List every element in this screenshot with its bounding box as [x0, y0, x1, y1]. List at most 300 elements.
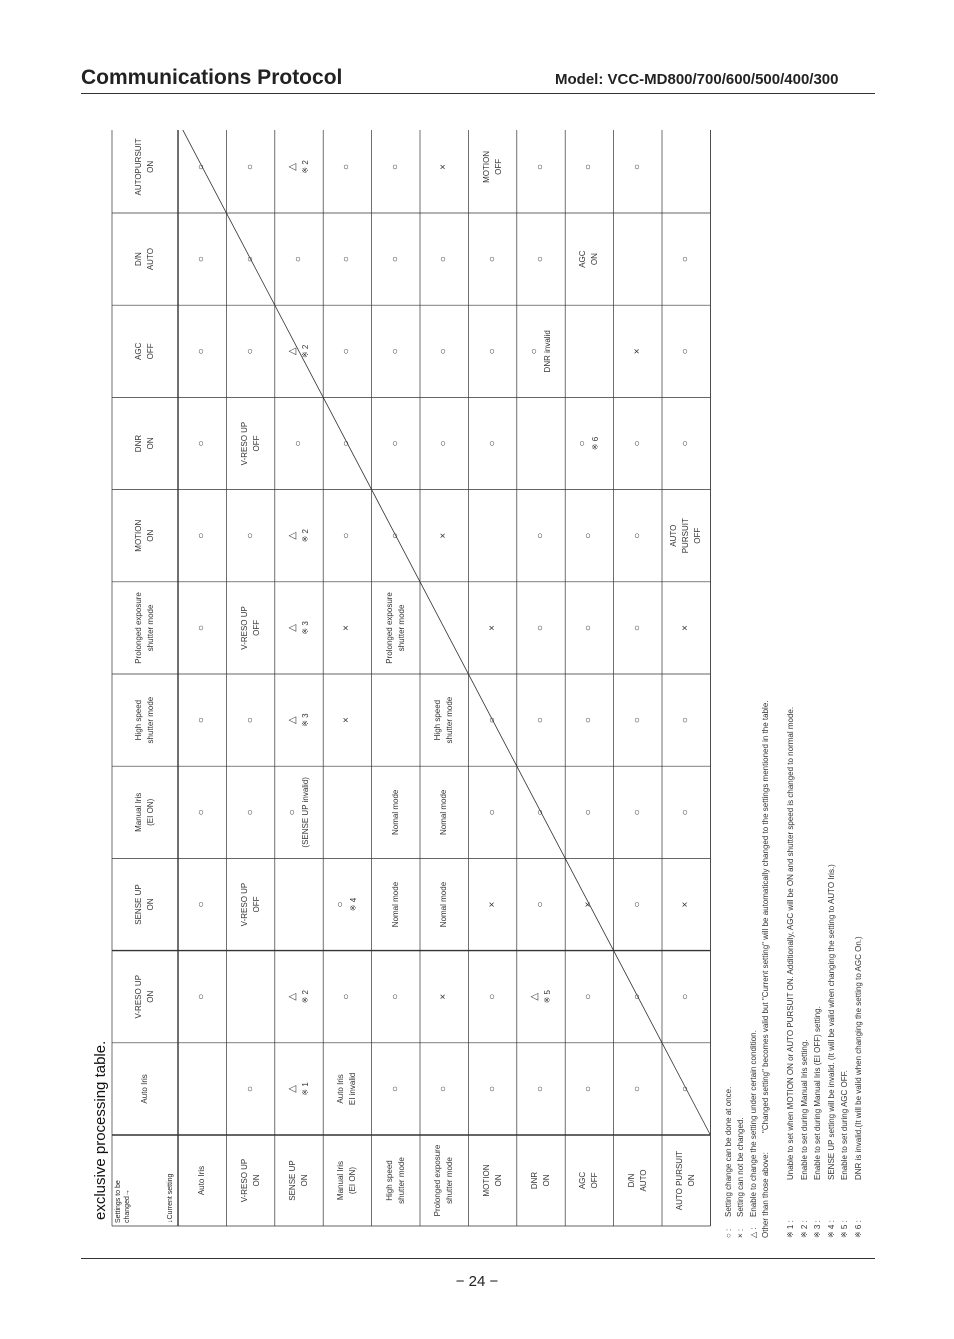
legend-symbol: △ : [748, 1227, 758, 1238]
cell-symbol: ○ [680, 440, 692, 447]
cell-symbol: ○ [577, 440, 589, 447]
table-cell [468, 674, 516, 766]
cell-text: SENSE UP [287, 1160, 297, 1201]
table-cell [226, 213, 274, 305]
cell-symbol: △ [286, 163, 298, 171]
cell-symbol: ○ [583, 163, 595, 170]
table-cell [275, 674, 323, 766]
table-cell [517, 858, 565, 950]
cell-symbol: ○ [341, 532, 353, 539]
cell-text: ON [146, 437, 155, 450]
row-header [517, 1135, 565, 1226]
cell-symbol: ○ [631, 163, 643, 170]
note-text: Enable to set during Manual Iris setting. [799, 1039, 809, 1180]
table-cell [565, 858, 613, 950]
table-cell [614, 582, 662, 674]
table-cell [323, 305, 371, 397]
cell-symbol: ○ [341, 256, 353, 263]
cell-text: Manual Iris [336, 1160, 346, 1201]
cell-symbol: ○ [534, 256, 546, 263]
cell-text: DNR [134, 434, 143, 453]
table-cell [614, 397, 662, 489]
column-header [112, 766, 178, 858]
column-header [112, 858, 178, 950]
column-header [112, 121, 178, 213]
cell-text: ON [687, 1174, 697, 1187]
table-cell [662, 858, 710, 950]
legend-text: "Changed setting" becomes valid but "Current setting" will be automatically changed to the settings mentioned in the table. [761, 700, 771, 1133]
cell-symbol: ○ [438, 1085, 450, 1092]
cell-symbol: ○ [486, 809, 498, 816]
table-cell [275, 951, 323, 1043]
cell-text: EI invalid [348, 1072, 358, 1106]
cell-symbol: ○ [438, 348, 450, 355]
cell-symbol: ○ [680, 348, 692, 355]
cell-symbol: ○ [528, 348, 540, 355]
table-cell [178, 582, 226, 674]
cell-text: Nomal mode [439, 789, 449, 835]
cell-text: shutter mode [445, 696, 455, 744]
row-header [662, 1135, 710, 1226]
cell-text: AUTO [669, 524, 679, 547]
cell-symbol: ○ [680, 256, 692, 263]
table-cell [468, 305, 516, 397]
cell-text: shutter mode [445, 1157, 455, 1204]
table-cell [178, 305, 226, 397]
table-cell [420, 490, 468, 582]
cell-symbol: ○ [583, 993, 595, 1000]
cell-symbol: △ [286, 347, 298, 356]
cell-symbol: ○ [486, 1085, 498, 1092]
cell-text: AUTO [146, 248, 155, 271]
cell-symbol: ○ [341, 440, 353, 447]
cell-symbol: × [438, 163, 450, 170]
cell-text: V-RESO UP [239, 1158, 249, 1203]
cell-symbol: ○ [244, 163, 256, 170]
cell-text: V-RESO UP [239, 606, 249, 650]
note-mark: ※ 6 : [853, 1220, 863, 1238]
cell-symbol: ○ [534, 809, 546, 816]
table-cell [662, 674, 710, 766]
cell-symbol: ○ [196, 163, 208, 170]
corner-bottom-label: ↓Current setting [167, 1173, 174, 1223]
note-text: Enable to set during AGC OFF. [840, 1070, 849, 1180]
table-cell [178, 490, 226, 582]
table-cell [420, 858, 468, 950]
table-cell [614, 1043, 662, 1135]
cell-text: ※ 4 [349, 897, 359, 912]
cell-text: ON [146, 160, 155, 173]
cell-symbol: × [341, 717, 353, 724]
cell-text: ※ 3 [300, 713, 310, 727]
cell-symbol: ○ [389, 163, 401, 170]
cell-symbol: × [680, 624, 692, 631]
table-cell [420, 397, 468, 489]
table-cell [226, 858, 274, 950]
table-cell [565, 121, 613, 213]
cell-symbol: ○ [389, 993, 401, 1000]
cell-text: OFF [251, 619, 261, 636]
cell-symbol: ○ [631, 717, 643, 724]
cell-symbol: ○ [196, 809, 208, 816]
table-cell [323, 858, 371, 950]
table-cell [226, 397, 274, 489]
cell-text: shutter mode [146, 604, 155, 652]
table-cell [517, 121, 565, 213]
cell-text: AUTOPURSUIT [134, 138, 143, 196]
table-cell [372, 213, 420, 305]
table-cell [468, 858, 516, 950]
note-mark: ※ 1 : [786, 1220, 795, 1238]
cell-text: shutter mode [396, 1157, 406, 1204]
table-cell [565, 490, 613, 582]
cell-text: AUTO PURSUIT [675, 1150, 685, 1211]
cell-symbol: ○ [486, 717, 498, 724]
cell-symbol: ○ [196, 624, 208, 631]
cell-symbol: △ [286, 992, 298, 1001]
cell-symbol: ○ [438, 256, 450, 263]
table-cell [662, 582, 710, 674]
cell-symbol: ○ [534, 901, 546, 908]
cell-symbol: ○ [583, 717, 595, 724]
table-cell [372, 858, 420, 950]
table-cell [517, 674, 565, 766]
cell-text: OFF [590, 1172, 600, 1189]
cell-symbol: ○ [486, 256, 498, 263]
table-cell [662, 1043, 710, 1135]
cell-symbol: × [341, 624, 353, 631]
cell-text: ※ 2 [300, 344, 310, 358]
table-cell [226, 674, 274, 766]
cell-text: OFF [146, 343, 155, 360]
cell-symbol: ○ [631, 440, 643, 447]
table-cell [565, 766, 613, 858]
table-cell [517, 951, 565, 1043]
table-cell [372, 951, 420, 1043]
table-cell [420, 305, 468, 397]
row-header [468, 1135, 516, 1226]
cell-symbol: ○ [244, 717, 256, 724]
table-cell [226, 582, 274, 674]
table-cell [372, 490, 420, 582]
table-cell [662, 213, 710, 305]
table-cell [565, 582, 613, 674]
table-cell [565, 213, 613, 305]
column-header [112, 397, 178, 489]
table-cell [178, 121, 226, 213]
cell-symbol: ○ [534, 532, 546, 539]
cell-symbol: ○ [631, 624, 643, 631]
table-cell [565, 1043, 613, 1135]
column-header [112, 213, 178, 305]
legend-text: Setting can not be changed. [736, 1117, 746, 1217]
table-cell [275, 582, 323, 674]
table-cell [662, 951, 710, 1043]
table-cell [468, 951, 516, 1043]
table-cell [275, 766, 323, 858]
table-cell [226, 1043, 274, 1135]
model-label: Model: VCC-MD800/700/600/500/400/300 [555, 71, 839, 88]
cell-symbol: △ [286, 531, 298, 540]
cell-symbol: ○ [631, 901, 643, 908]
table-cell [178, 674, 226, 766]
cell-symbol: ○ [244, 348, 256, 355]
cell-symbol: ○ [244, 1085, 256, 1092]
table-cell [372, 121, 420, 213]
cell-text: Nomal mode [439, 881, 449, 928]
cell-symbol: △ [286, 716, 298, 724]
note-mark: ※ 3 : [813, 1220, 822, 1238]
cell-text: MOTION [481, 150, 491, 183]
cell-text: AUTO [638, 1169, 648, 1192]
cell-symbol: ○ [196, 256, 208, 263]
note-text: DNR is invalid.(It will be valid when changing the setting to AGC On.) [853, 936, 863, 1180]
cell-symbol: ○ [341, 993, 353, 1000]
table-cell [614, 121, 662, 213]
table-cell [662, 305, 710, 397]
column-header [112, 1043, 178, 1135]
cell-text: MOTION [134, 519, 143, 552]
cell-symbol: ○ [680, 1085, 692, 1092]
legend-text: Enable to change the setting under certain condition. [748, 1030, 758, 1217]
cell-symbol: ○ [631, 1085, 643, 1092]
corner-header [112, 1135, 178, 1226]
cell-symbol: ○ [486, 348, 498, 355]
note-mark: ※ 5 : [840, 1220, 849, 1238]
table-cell [275, 121, 323, 213]
cell-text: High speed [433, 699, 443, 741]
cell-symbol: ○ [292, 440, 304, 447]
cell-text: AGC [578, 250, 588, 268]
cell-text: ON [146, 990, 155, 1003]
cell-text: Nomal mode [390, 881, 400, 928]
cell-text: AGC [134, 342, 143, 360]
cell-symbol: ○ [680, 809, 692, 816]
cell-text: High speed [134, 699, 143, 741]
cell-text: Auto Iris [140, 1074, 149, 1104]
cell-symbol: ○ [583, 1085, 595, 1092]
table-cell [372, 397, 420, 489]
cell-symbol: ○ [389, 440, 401, 447]
table-cell [372, 766, 420, 858]
table-cell [178, 766, 226, 858]
cell-text: ※ 2 [300, 529, 310, 543]
cell-symbol: ○ [244, 809, 256, 816]
legend-symbol: × : [736, 1228, 746, 1238]
table-cell [468, 397, 516, 489]
table-cell [565, 397, 613, 489]
cell-symbol: ○ [244, 532, 256, 539]
note-text: Unable to set when MOTION ON or AUTO PURSUIT ON. Additionally, AGC will be ON and shutter speed is changed to normal mode. [786, 706, 795, 1180]
note-mark: ※ 4 : [826, 1220, 836, 1238]
cell-symbol: ○ [335, 901, 347, 908]
column-header [112, 490, 178, 582]
cell-text: SENSE UP [134, 884, 143, 925]
cell-symbol: ○ [583, 809, 595, 816]
cell-text: MOTION [481, 1164, 491, 1197]
row-header [226, 1135, 274, 1226]
cell-symbol: ○ [680, 717, 692, 724]
cell-symbol: ○ [196, 717, 208, 724]
cell-symbol: ○ [389, 256, 401, 263]
table-cell [226, 305, 274, 397]
cell-symbol: ○ [341, 163, 353, 170]
table-cell [468, 121, 516, 213]
table-cell [323, 582, 371, 674]
cell-text: shutter mode [396, 604, 406, 652]
table-cell [662, 766, 710, 858]
footer-rule [81, 1258, 875, 1259]
table-cell [517, 213, 565, 305]
legend-symbol: Other than those above: [761, 1152, 771, 1238]
cell-symbol: × [486, 901, 498, 908]
cell-symbol: ○ [196, 532, 208, 539]
column-header [112, 582, 178, 674]
cell-text: (SENSE UP invalid) [300, 777, 310, 848]
cell-symbol: ○ [631, 532, 643, 539]
cell-symbol: △ [528, 992, 540, 1001]
cell-symbol: ○ [244, 256, 256, 263]
cell-text: ※ 5 [542, 990, 552, 1004]
legend-text: Setting change can be done at once. [724, 1086, 733, 1217]
cell-text: PURSUIT [681, 518, 691, 554]
table-cell [517, 766, 565, 858]
table-cell [517, 490, 565, 582]
table-cell [275, 213, 323, 305]
cell-symbol: ○ [438, 440, 450, 447]
column-header [112, 305, 178, 397]
table-cell [372, 305, 420, 397]
table-cell [178, 397, 226, 489]
table-cell [517, 305, 565, 397]
table-cell [323, 397, 371, 489]
cell-symbol: × [631, 348, 643, 355]
table-cell [178, 213, 226, 305]
cell-text: shutter mode [146, 696, 155, 744]
table-cell [226, 490, 274, 582]
cell-text: V-RESO UP [239, 421, 249, 466]
cell-symbol: × [583, 901, 595, 908]
cell-symbol: ○ [196, 901, 208, 908]
cell-text: ON [493, 1174, 503, 1187]
table-cell [372, 582, 420, 674]
cell-symbol: △ [286, 1085, 298, 1093]
table-cell [614, 766, 662, 858]
cell-text: D/N [134, 252, 143, 266]
table-cell [662, 397, 710, 489]
table-cell [323, 674, 371, 766]
cell-text: OFF [493, 158, 503, 175]
corner-top-label: Settings to be changed→ [115, 1180, 131, 1223]
page-number: − 24 − [455, 1273, 499, 1290]
cell-text: ON [299, 1174, 309, 1187]
table-cell [420, 674, 468, 766]
table-cell [614, 305, 662, 397]
cell-text: ON [590, 253, 600, 266]
cell-symbol: ○ [534, 1085, 546, 1092]
table-cell [323, 121, 371, 213]
cell-symbol: × [680, 901, 692, 908]
page-title: Communications Protocol [81, 66, 343, 89]
cell-symbol: × [438, 993, 450, 1000]
cell-text: DNR [529, 1171, 539, 1190]
cell-text: ON [146, 529, 155, 542]
cell-text: Prolonged exposure [384, 592, 394, 664]
table-cell [468, 213, 516, 305]
table-cell [565, 674, 613, 766]
cell-text: ※ 2 [300, 990, 310, 1004]
table-cell [420, 951, 468, 1043]
table-cell [178, 951, 226, 1043]
table-cell [468, 582, 516, 674]
note-text: SENSE UP setting will be invalid. (It will be valid when changing the setting to AUTO Iris.) [826, 864, 836, 1180]
cell-text: Auto Iris [197, 1165, 207, 1196]
cell-symbol: ○ [534, 717, 546, 724]
table-cell [468, 1043, 516, 1135]
cell-symbol: ○ [286, 809, 298, 816]
table-cell [420, 213, 468, 305]
row-header [614, 1135, 662, 1226]
table-cell [614, 490, 662, 582]
cell-symbol: ○ [341, 348, 353, 355]
table-cell [275, 397, 323, 489]
column-header [112, 674, 178, 766]
table-cell [614, 674, 662, 766]
cell-symbol: ○ [631, 993, 643, 1000]
table-title: exclusive processing table. [92, 1040, 109, 1220]
cell-text: OFF [693, 527, 703, 544]
table-cell [614, 951, 662, 1043]
header-rule [81, 93, 875, 94]
cell-symbol: ○ [534, 163, 546, 170]
cell-text: AGC [578, 1171, 588, 1190]
table-cell [323, 490, 371, 582]
table-cell [323, 1043, 371, 1135]
cell-symbol: ○ [389, 1085, 401, 1092]
cell-symbol: ○ [680, 993, 692, 1000]
cell-text: Prolonged exposure [433, 1144, 443, 1217]
row-header [323, 1135, 371, 1226]
cell-symbol: ○ [292, 256, 304, 263]
table-cell [178, 858, 226, 950]
table-cell [226, 766, 274, 858]
table-cell [468, 766, 516, 858]
cell-text: OFF [251, 435, 261, 452]
cell-symbol: ○ [583, 532, 595, 539]
column-header [112, 951, 178, 1043]
table-cell [420, 121, 468, 213]
table-cell [565, 951, 613, 1043]
table-cell [275, 1043, 323, 1135]
cell-symbol: × [486, 624, 498, 631]
table-cell [517, 582, 565, 674]
cell-text: OFF [251, 896, 261, 913]
cell-text: ※ 3 [300, 621, 310, 635]
cell-text: ※ 2 [300, 160, 310, 174]
row-header [565, 1135, 613, 1226]
cell-text: Auto Iris [336, 1074, 346, 1104]
cell-symbol: ○ [486, 993, 498, 1000]
table-cell [662, 490, 710, 582]
cell-symbol: × [438, 532, 450, 539]
cell-text: (EI ON) [146, 798, 155, 826]
cell-symbol: ○ [196, 440, 208, 447]
cell-text: DNR invalid [542, 330, 552, 373]
cell-text: Prolonged exposure [134, 592, 143, 664]
table-cell [372, 1043, 420, 1135]
cell-symbol: ○ [389, 532, 401, 539]
table-cell [614, 858, 662, 950]
